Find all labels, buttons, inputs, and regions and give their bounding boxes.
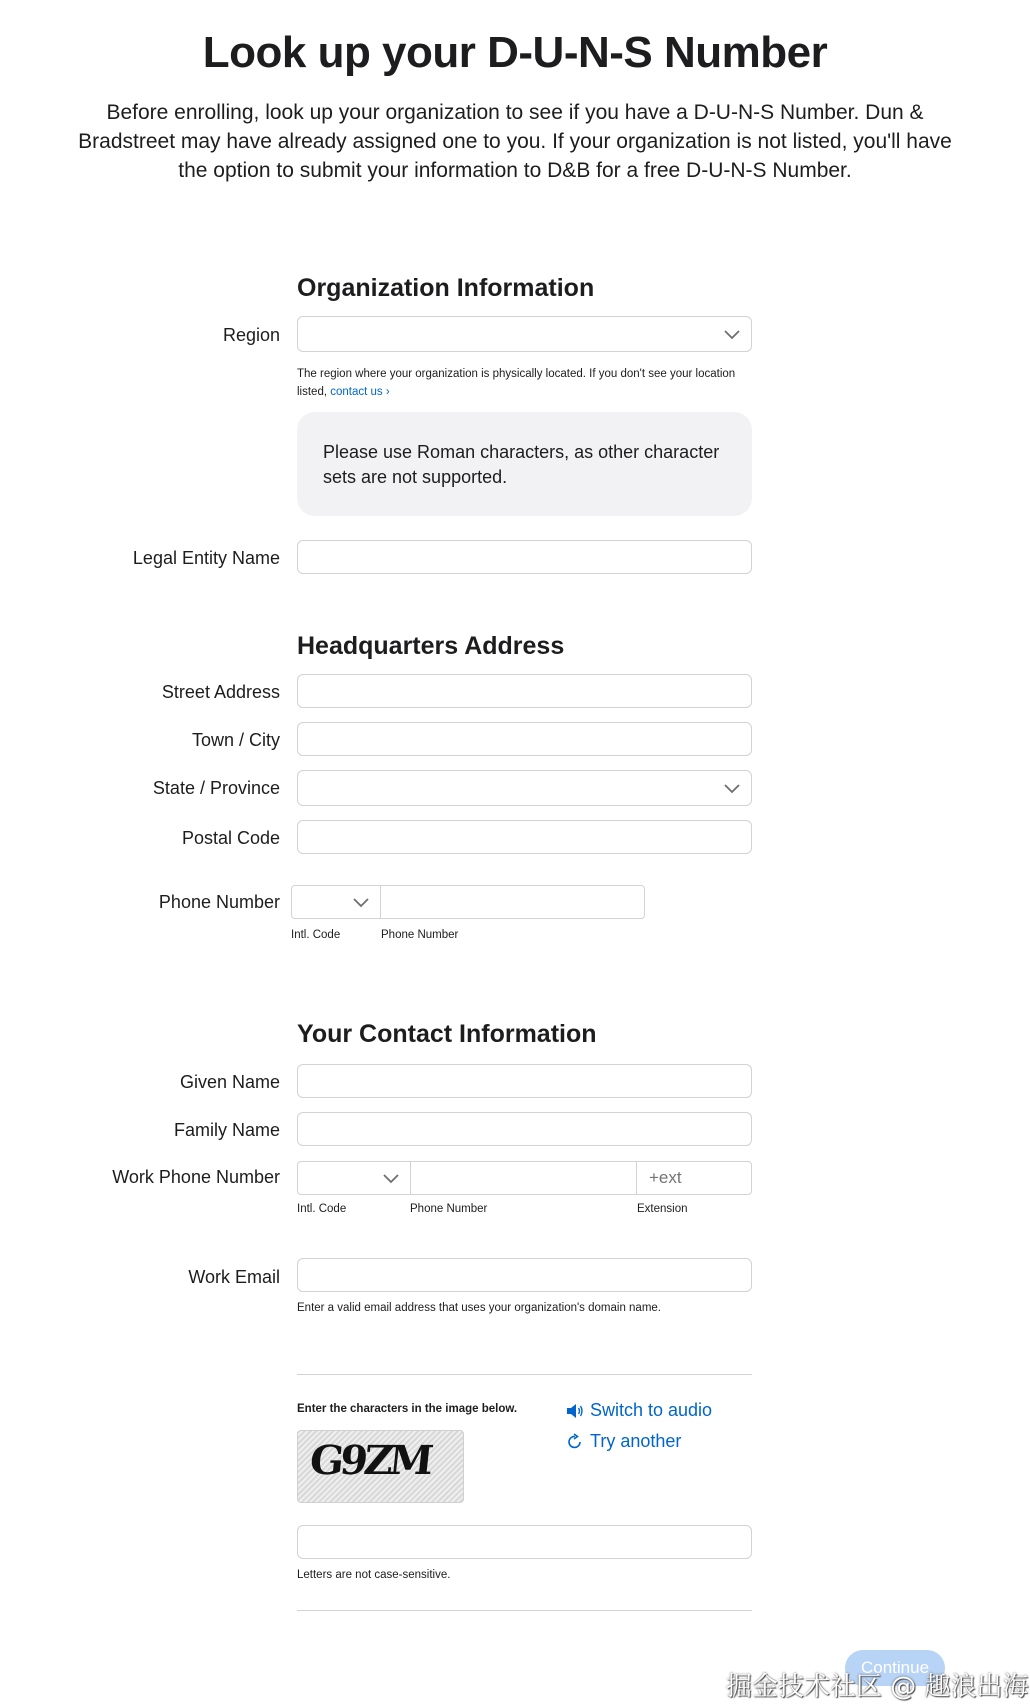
try-another-label: Try another — [590, 1431, 682, 1451]
contact-section-heading: Your Contact Information — [297, 1020, 597, 1048]
street-address-label: Street Address — [161, 682, 280, 702]
chevron-down-icon — [352, 896, 370, 908]
captcha-bottom-divider — [297, 1610, 752, 1611]
switch-to-audio-label: Switch to audio — [590, 1400, 713, 1420]
region-hint — [297, 365, 737, 401]
roman-characters-notice: Please use Roman characters, as other character sets are not supported. — [297, 412, 752, 516]
work-email-hint: Enter a valid email address that uses your organization's domain name. — [297, 1302, 662, 1314]
case-sensitivity-hint: Letters are not case-sensitive. — [297, 1569, 451, 1581]
page-title: Look up your D-U-N-S Number — [202, 28, 828, 77]
refresh-icon — [566, 1433, 584, 1451]
town-city-input[interactable] — [297, 722, 752, 756]
work-email-input[interactable] — [297, 1258, 752, 1292]
work-intl-code-caption: Intl. Code — [297, 1203, 347, 1215]
captcha-instruction: Enter the characters in the image below. — [297, 1403, 518, 1415]
captcha-image — [297, 1430, 464, 1503]
family-name-label: Family Name — [173, 1120, 280, 1140]
legal-entity-label: Legal Entity Name — [132, 548, 280, 568]
chevron-down-icon — [723, 782, 741, 794]
town-city-label: Town / City — [191, 730, 280, 750]
given-name-input[interactable] — [297, 1064, 752, 1098]
family-name-input[interactable] — [297, 1112, 752, 1146]
switch-to-audio-link[interactable] — [566, 1400, 712, 1421]
street-address-input[interactable] — [297, 674, 752, 708]
hq-phone-number-input[interactable] — [380, 885, 645, 919]
chevron-down-icon — [723, 328, 741, 340]
organization-section-heading: Organization Information — [297, 274, 595, 302]
legal-entity-input[interactable] — [297, 540, 752, 574]
continue-button[interactable]: Continue — [845, 1650, 945, 1686]
work-phone-number-input[interactable] — [410, 1161, 637, 1195]
contact-us-link[interactable]: contact us › — [330, 386, 390, 398]
watermark: 掘金技术社区 @ 趣浪出海 — [726, 1672, 1029, 1702]
work-intl-code-select[interactable] — [297, 1161, 411, 1195]
postal-code-input[interactable] — [297, 820, 752, 854]
hq-phone-caption: Phone Number — [381, 929, 459, 941]
extension-input[interactable] — [636, 1161, 752, 1195]
intro-text: Before enrolling, look up your organization to see if you have a D-U-N-S Number. Dun & Bradstreet may have already assigned one to you. If your organization is not listed, you'll have the option to submit your information to D&B for a free D-U-N-S Number. — [78, 101, 952, 182]
try-another-link[interactable] — [566, 1431, 681, 1452]
hq-intl-code-caption: Intl. Code — [291, 929, 341, 941]
extension-caption: Extension — [637, 1203, 688, 1215]
speaker-icon — [566, 1403, 584, 1419]
region-label: Region — [222, 325, 280, 345]
work-email-label: Work Email — [188, 1267, 280, 1287]
state-province-label: State / Province — [152, 778, 280, 798]
phone-number-label: Phone Number — [158, 892, 280, 912]
chevron-down-icon — [382, 1172, 400, 1184]
captcha-top-divider — [297, 1374, 752, 1375]
headquarters-section-heading: Headquarters Address — [297, 632, 565, 660]
captcha-image-text: G9ZM — [307, 1437, 432, 1484]
region-select[interactable] — [297, 316, 752, 352]
work-phone-label: Work Phone Number — [112, 1167, 280, 1187]
region-hint-text: The region where your organization is physically located. If you don't see your location listed, — [297, 368, 736, 398]
hq-intl-code-select[interactable] — [291, 885, 381, 919]
given-name-label: Given Name — [179, 1072, 280, 1092]
postal-code-label: Postal Code — [181, 828, 280, 848]
state-province-select[interactable] — [297, 770, 752, 806]
work-phone-caption: Phone Number — [410, 1203, 488, 1215]
captcha-input[interactable] — [297, 1525, 752, 1559]
